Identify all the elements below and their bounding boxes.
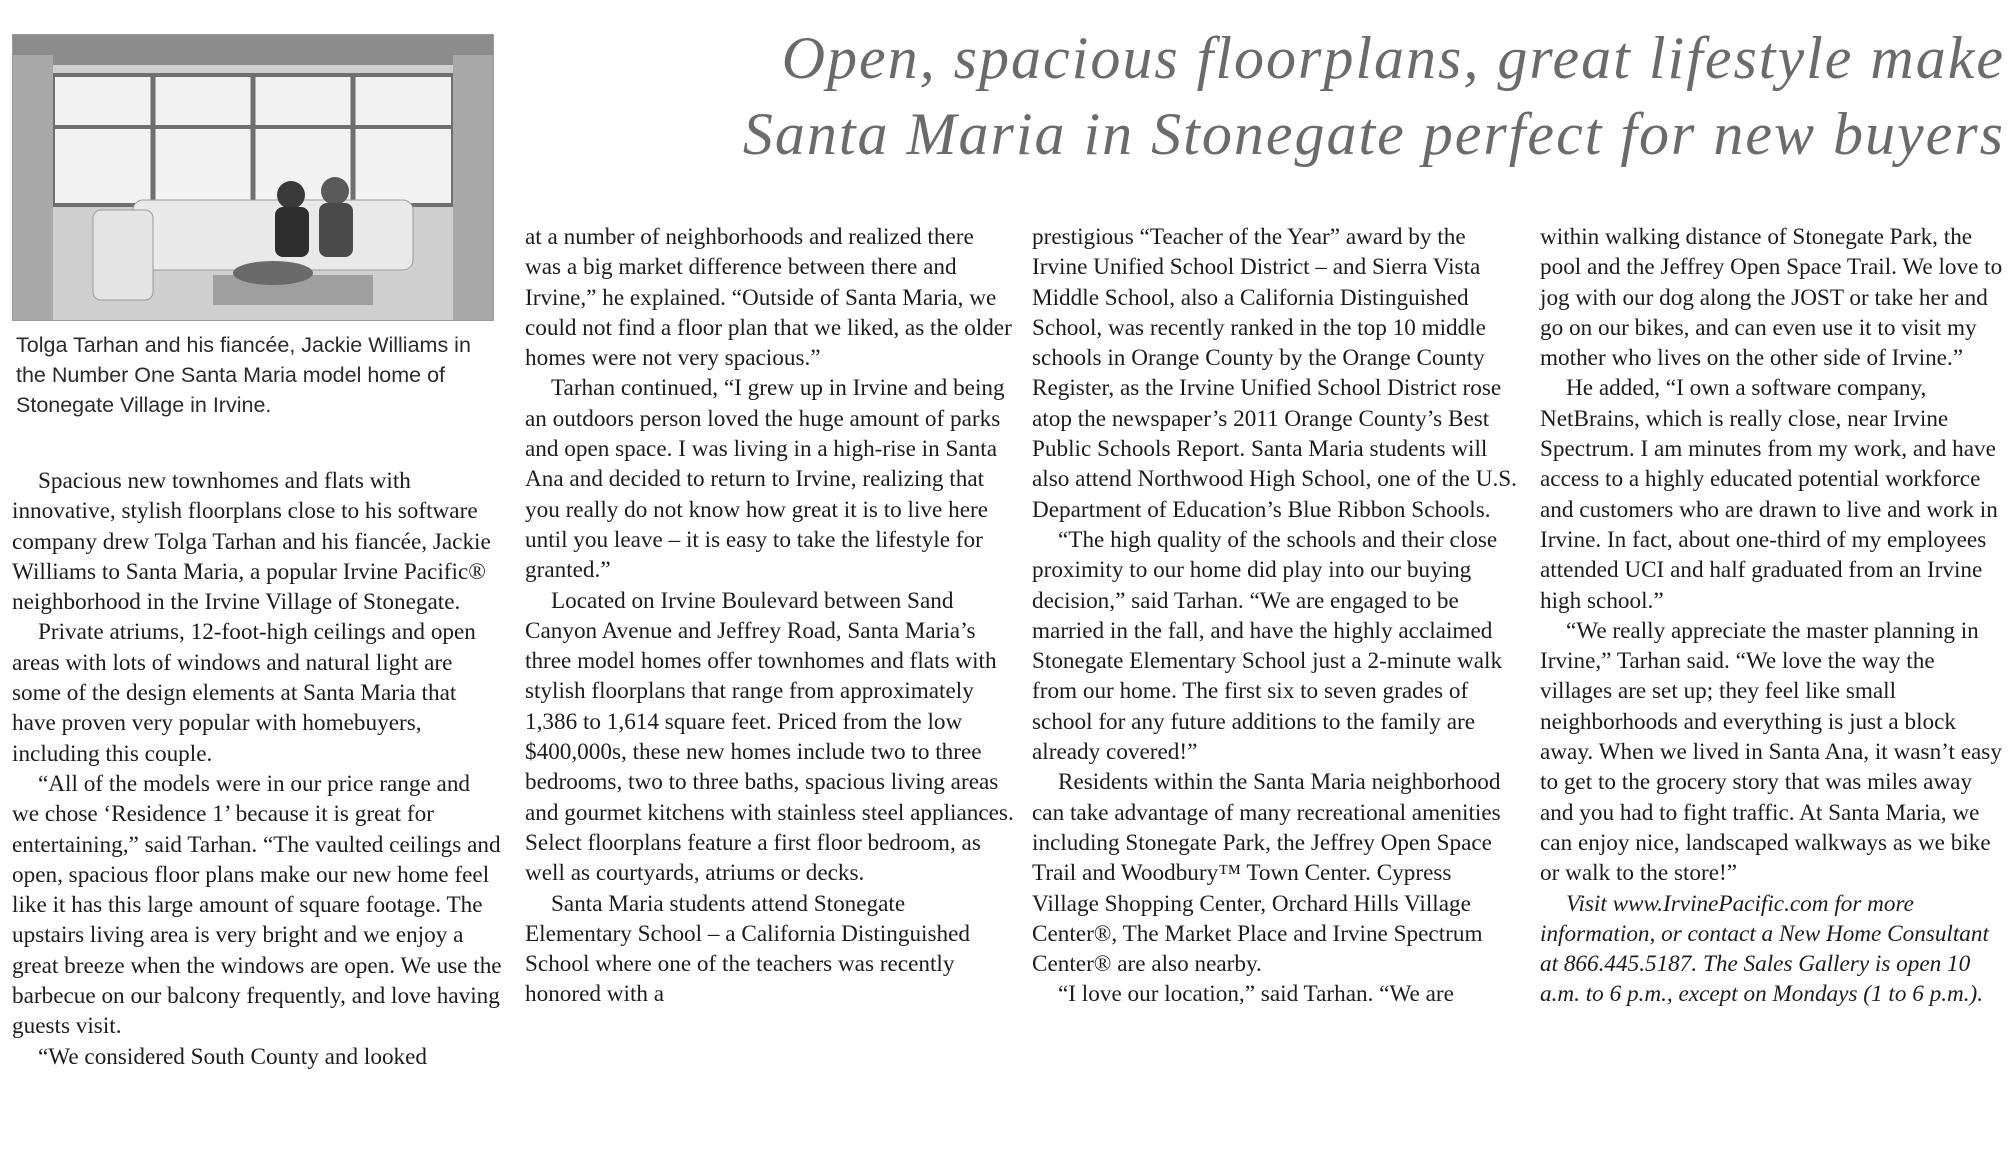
paragraph: He added, “I own a software company, NetBrains, which is really close, near Irvine Spectrum. I am minutes from my work, and have access to a highly educated potential workforce and customers who are drawn to live and work in Irvine. In fact, about one-third of my employees attended UCI and half graduated from an Irvine high school.” bbox=[1540, 375, 1998, 614]
paragraph: at a number of neighborhoods and realized there was a big market difference between there and Irvine,” he explained. “Outside of Santa Maria, we could not find a floor plan that we liked, as the older homes were not very spacious.” bbox=[525, 224, 1012, 372]
living-room-photo bbox=[13, 35, 493, 320]
contact-info-paragraph: Visit www.IrvinePacific.com for more information, or contact a New Home Consultant at 866.445.5187. The Sales Gallery is open 10 a.m. to 6 p.m., except on Mondays (1 to 6 p.m.). bbox=[1540, 890, 1989, 1008]
photo-caption: Tolga Tarhan and his fiancée, Jackie Williams in the Number One Santa Maria model home of Stonegate Village in Irvine. bbox=[16, 333, 471, 417]
article-photo bbox=[12, 34, 494, 321]
article-headline bbox=[560, 20, 2005, 172]
paragraph: “We really appreciate the master planning in Irvine,” Tarhan said. “We love the way the villages are set up; they feel like small neighborhoods and everything is just a block away. When we lived in Santa Ana, it wasn’t easy to get to the grocery story that was miles away and you had to fight traffic. At Santa Maria, we can enjoy nice, landscaped walkways as we bike or walk to the store!” bbox=[1540, 617, 2002, 887]
paragraph: within walking distance of Stonegate Park, the pool and the Jeffrey Open Space Trail. We love to jog with our dog along the JOST or take her and go on our bikes, and can even use it to visit my mother who lives on the other side of Irvine.” bbox=[1540, 224, 2003, 372]
paragraph: “All of the models were in our price range and we chose ‘Residence 1’ because it is great for entertaining,” said Tarhan. “The vaulted ceilings and open, spacious floor plans make our new home feel like it has this large amount of square footage. The upstairs living area is very bright and we enjoy a great breeze when the windows are open. We use the barbecue on our balcony frequently, and love having guests visit. bbox=[12, 770, 502, 1040]
headline-line-1: Open, spacious floorplans, great lifestyle make bbox=[781, 25, 2005, 91]
paragraph: prestigious “Teacher of the Year” award by the Irvine Unified School District – and Sierra Vista Middle School, also a California Distinguished School, was recently ranked in the top 10 middle schools in Orange County by the Orange County Register, as the Irvine Unified School District rose atop the newspaper’s 2011 Orange County’s Best Public Schools Report. Santa Maria students will also attend Northwood High School, one of the U.S. Department of Education’s Blue Ribbon Schools. bbox=[1032, 224, 1517, 523]
paragraph: “I love our location,” said Tarhan. “We are bbox=[1058, 981, 1454, 1008]
paragraph: Tarhan continued, “I grew up in Irvine and being an outdoors person loved the huge amount of parks and open space. I was living in a high-rise in Santa Ana and decided to return to Irvine, realizing that you really do not know how great it is to live here until you leave – it is easy to take the lifestyle for granted.” bbox=[525, 375, 1005, 584]
paragraph: “We considered South County and looked bbox=[38, 1043, 428, 1070]
paragraph: “The high quality of the schools and their close proximity to our home did play into our buying decision,” said Tarhan. “We are engaged to be married in the fall, and have the highly acclaimed Stonegate Elementary School just a 2-minute walk from our home. The first six to seven grades of school for any future additions to the family are already covered!” bbox=[1032, 526, 1503, 766]
article-column-3 bbox=[1032, 222, 1522, 1010]
article-column-4 bbox=[1540, 222, 2008, 1010]
paragraph: Spacious new townhomes and flats with innovative, stylish floorplans close to his software company drew Tolga Tarhan and his fiancée, Jackie Williams to Santa Maria, a popular Irvine Pacific® neighborhood in the Irvine Village of Stonegate. bbox=[12, 468, 491, 616]
paragraph: Private atriums, 12-foot-high ceilings and open areas with lots of windows and natural light are some of the design elements at Santa Maria that have proven very popular with homebuyers, including this couple. bbox=[12, 619, 476, 767]
article-column-1 bbox=[12, 466, 502, 1072]
paragraph: Residents within the Santa Maria neighborhood can take advantage of many recreational amenities including Stonegate Park, the Jeffrey Open Space Trail and Woodbury™ Town Center. Cypress Village Shopping Center, Orchard Hills Village Center®, The Market Place and Irvine Spectrum Center® are also nearby. bbox=[1032, 769, 1501, 978]
headline-line-2: Santa Maria in Stonegate perfect for new buyers bbox=[742, 101, 2005, 167]
article-column-2 bbox=[525, 222, 1015, 1010]
paragraph: Located on Irvine Boulevard between Sand Canyon Avenue and Jeffrey Road, Santa Maria’s three model homes offer townhomes and flats with stylish floorplans that range from approximately 1,386 to 1,614 square feet. Priced from the low $400,000s, these new homes include two to three bedrooms, two to three baths, spacious living areas and gourmet kitchens with stainless steel appliances. Select floorplans feature a first floor bedroom, as well as courtyards, atriums or decks. bbox=[525, 587, 1014, 887]
paragraph: Santa Maria students attend Stonegate Elementary School – a California Distinguished School where one of the teachers was recently honored with a bbox=[525, 890, 970, 1008]
